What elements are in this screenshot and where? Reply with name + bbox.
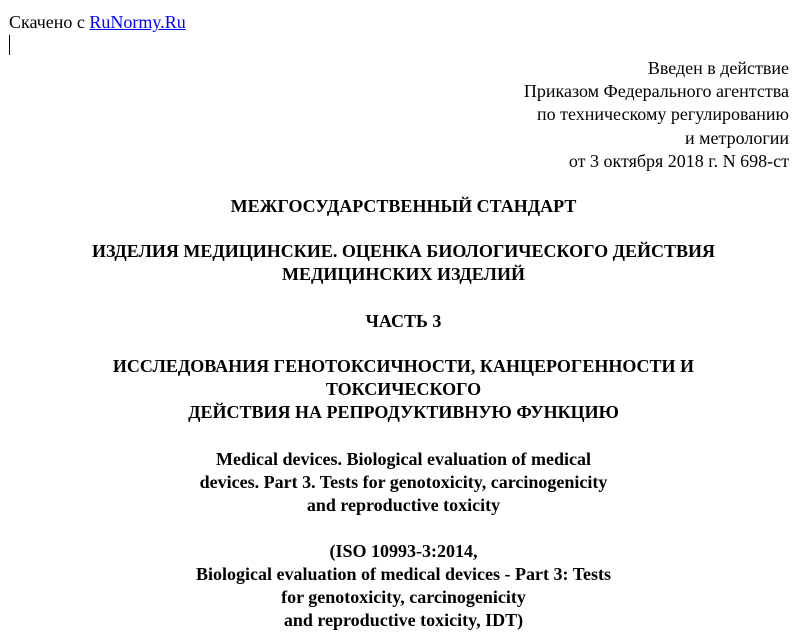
runormy-link[interactable]: RuNormy.Ru bbox=[89, 12, 186, 32]
source-prefix: Скачено с bbox=[9, 12, 90, 32]
approval-line: по техническому регулированию bbox=[536, 104, 789, 125]
approval-line: и метрологии bbox=[685, 127, 789, 148]
approval-line: Приказом Федерального агентства bbox=[523, 81, 789, 102]
text-cursor bbox=[9, 35, 10, 55]
english-title-line: and reproductive toxicity bbox=[306, 495, 501, 515]
iso-ref-line: and reproductive toxicity, IDT) bbox=[283, 610, 524, 630]
part-text: ЧАСТЬ 3 bbox=[365, 311, 442, 331]
standard-type-heading bbox=[0, 195, 807, 218]
standard-type-text: МЕЖГОСУДАРСТВЕННЫЙ СТАНДАРТ bbox=[230, 196, 577, 216]
approval-notice bbox=[524, 57, 789, 173]
approval-line: Введен в действие bbox=[647, 58, 789, 78]
title-line: МЕДИЦИНСКИХ ИЗДЕЛИЙ bbox=[282, 264, 525, 284]
part-title-line: ДЕЙСТВИЯ НА РЕПРОДУКТИВНУЮ ФУНКЦИЮ bbox=[188, 402, 619, 422]
part-heading bbox=[0, 310, 807, 333]
part-title-line: ТОКСИЧЕСКОГО bbox=[325, 379, 482, 399]
title-line: ИЗДЕЛИЯ МЕДИЦИНСКИЕ. ОЦЕНКА БИОЛОГИЧЕСКОГО ДЕЙСТВИЯ bbox=[91, 241, 716, 261]
english-title bbox=[0, 448, 807, 517]
english-title-line: Medical devices. Biological evaluation of medical bbox=[216, 449, 591, 469]
iso-reference bbox=[0, 540, 807, 632]
part-title-line: ИССЛЕДОВАНИЯ ГЕНОТОКСИЧНОСТИ, КАНЦЕРОГЕННОСТИ И bbox=[112, 356, 695, 376]
iso-ref-line: (ISO 10993-3:2014, bbox=[329, 541, 478, 561]
source-line bbox=[9, 11, 186, 33]
iso-ref-line: for genotoxicity, carcinogenicity bbox=[281, 587, 526, 607]
part-title bbox=[0, 355, 807, 424]
iso-ref-line: Biological evaluation of medical devices - Part 3: Tests bbox=[196, 564, 611, 584]
approval-line: от 3 октября 2018 г. N 698-ст bbox=[568, 150, 789, 171]
standard-title bbox=[0, 240, 807, 286]
english-title-line: devices. Part 3. Tests for genotoxicity, carcinogenicity bbox=[199, 472, 608, 492]
